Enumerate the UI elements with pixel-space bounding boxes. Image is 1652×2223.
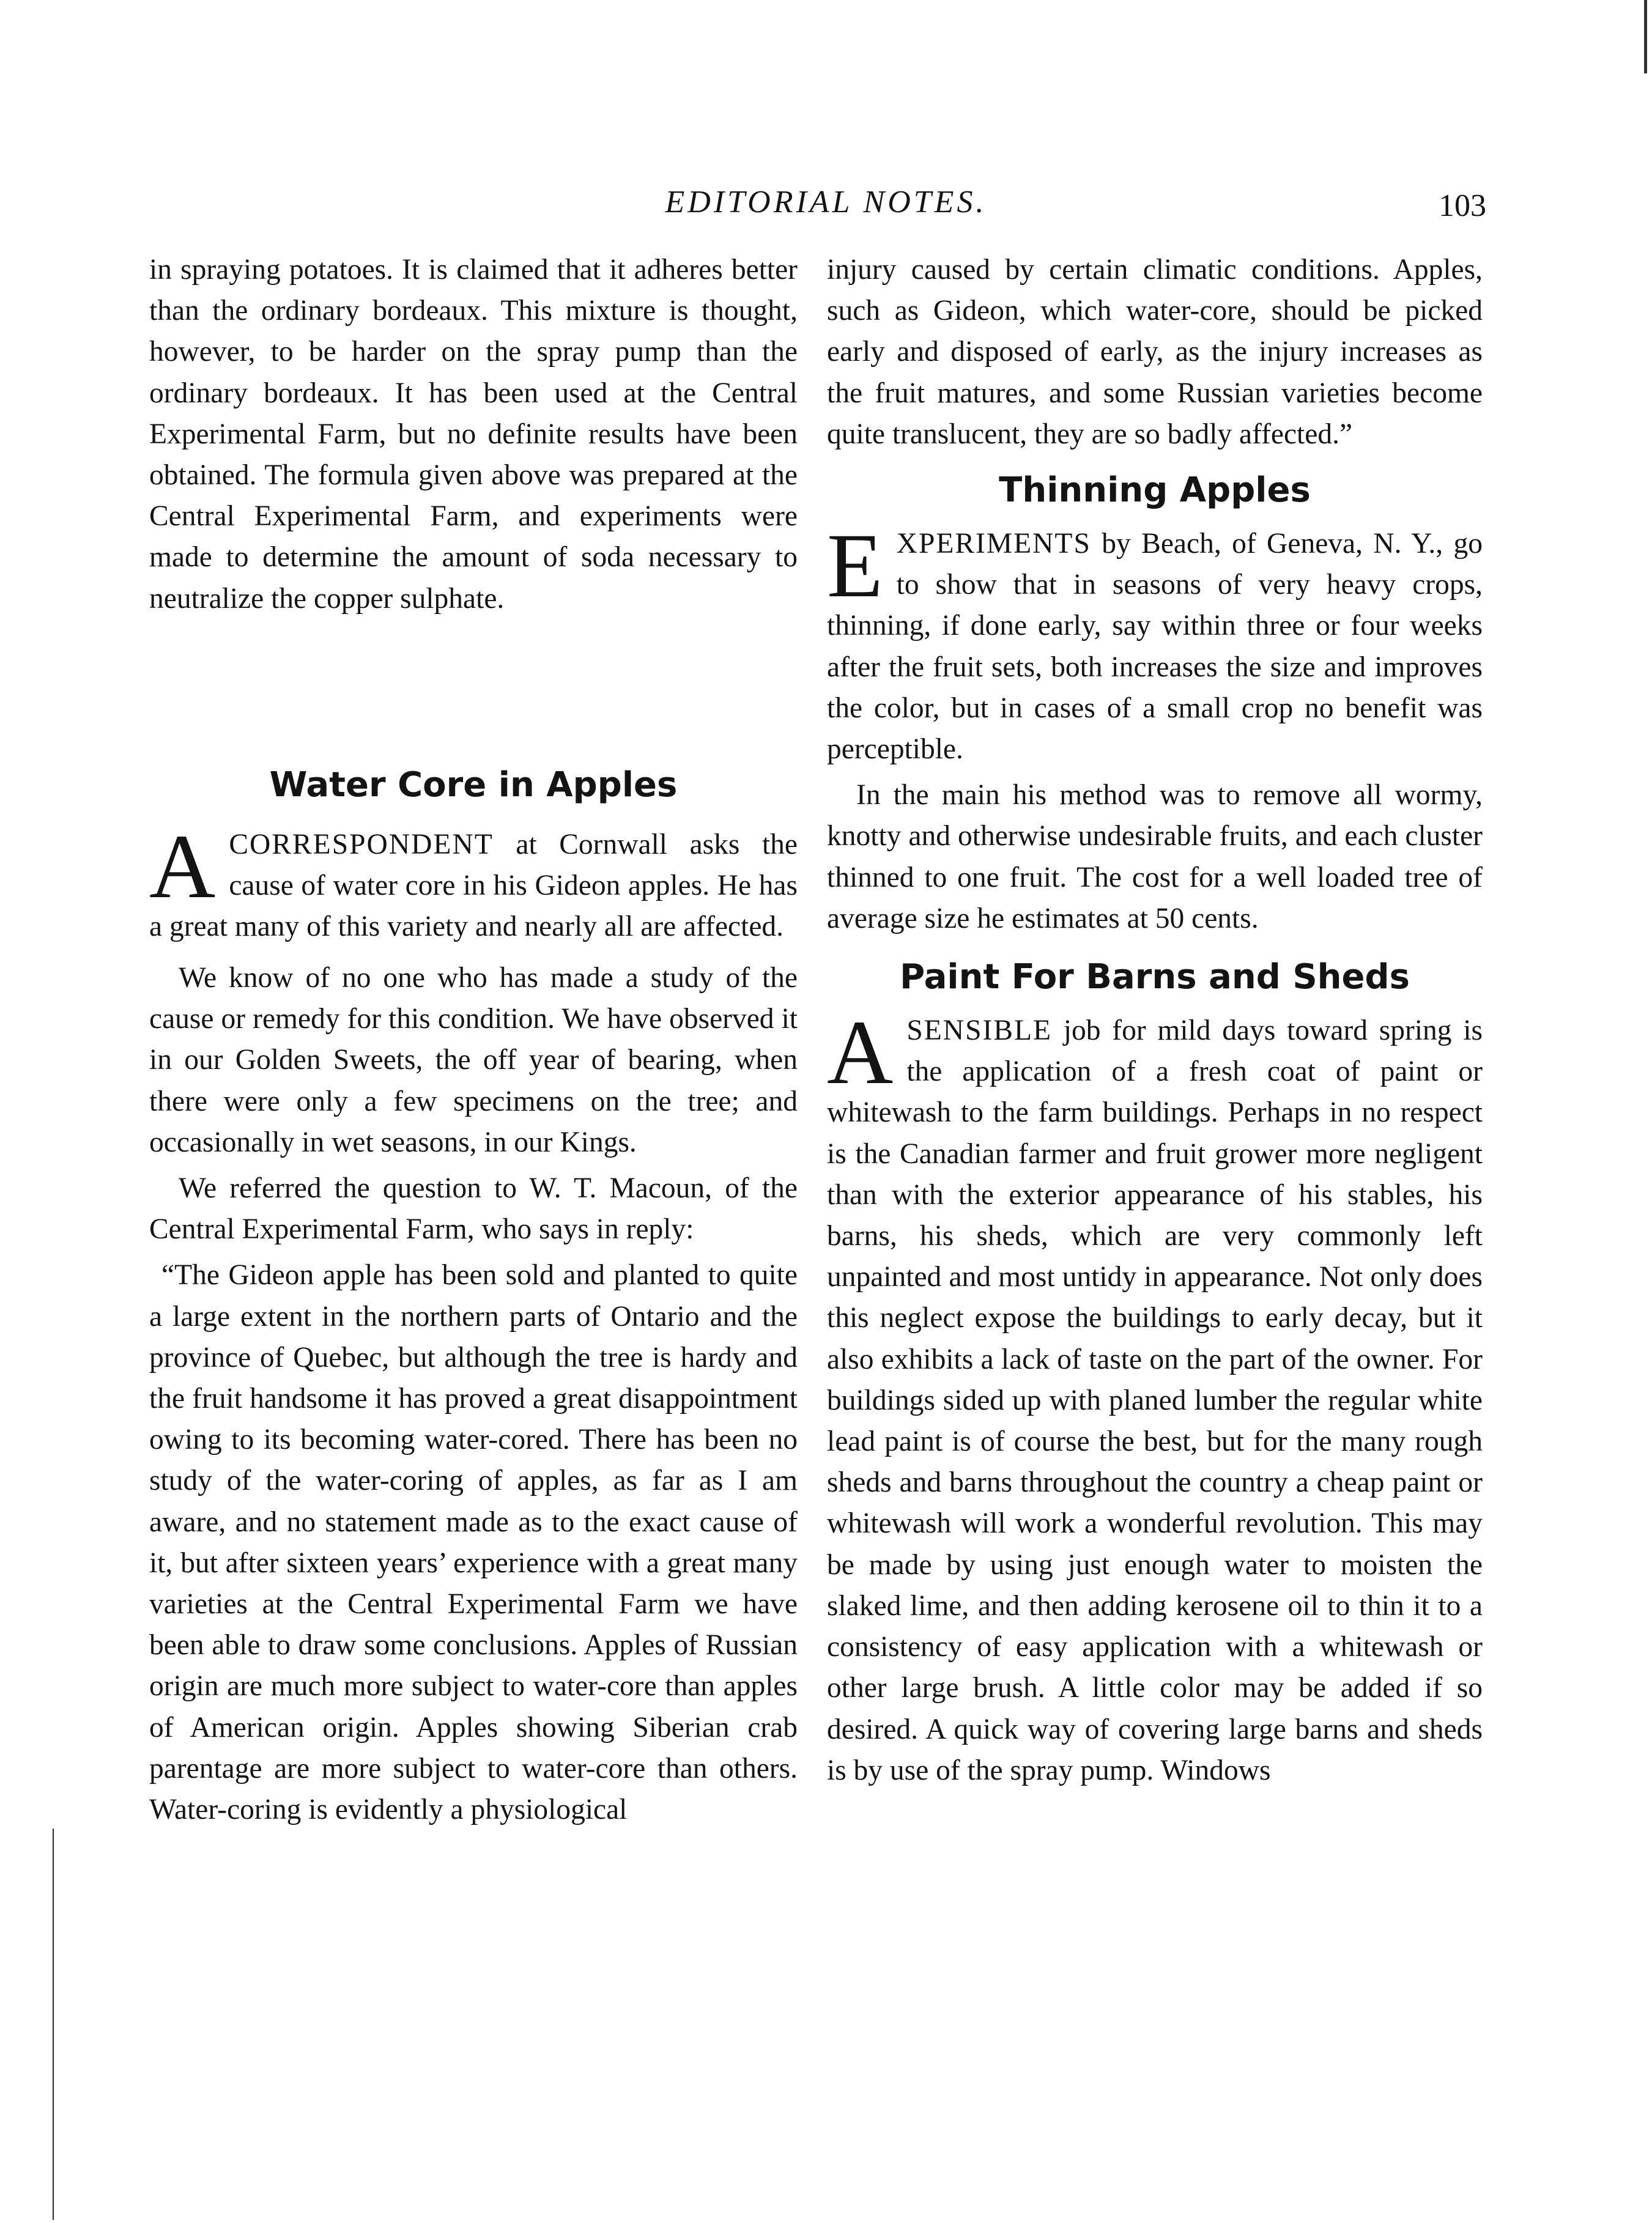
page-edge-mark — [1644, 0, 1647, 73]
drop-cap: A — [149, 816, 216, 917]
intro-paragraph: in spraying potatoes. It is claimed that it adheres better than the ordinary bordeaux. This mixture is thought, however, to be harder on the spray pump than the ordinary bordeaux. It has been used at the Central Experimental Farm, but no definite results have been obtained. The formula given above was prepared at the Central Experimental Farm, and experiments were made to determine the amount of soda necessary to neutralize the copper sulphate. — [149, 254, 798, 615]
drop-cap: E — [827, 515, 883, 617]
paragraph-text: at Cornwall asks the cause of water core in his Gideon apples. He has a great many of this variety and nearly all are affected. — [149, 829, 798, 943]
section-heading-water-core: Water Core in Apples — [269, 765, 678, 805]
left-column — [149, 250, 798, 1830]
paragraph-text: by Beach, of Geneva, N. Y., go to show that in seasons of very heavy crops, thinning, if done early, say within three or four weeks after the fruit sets, both increases the size and improves the color, but in cases of a small crop no benefit was perceptible. — [827, 528, 1483, 766]
lead-word: SENSIBLE — [906, 1015, 1053, 1047]
section-heading-paint: Paint For Barns and Sheds — [900, 957, 1410, 997]
thinning-first-paragraph — [827, 515, 1483, 770]
continuation-paragraph: injury caused by certain climatic conditions. Apples, such as Gideon, which water-core, should be picked early and disposed of early, as the injury increases as the fruit matures, and some Russian varieties become quite translucent, they are so badly affected.” — [827, 254, 1483, 450]
drop-cap: A — [827, 1002, 894, 1104]
page-number: 103 — [1439, 188, 1486, 223]
lead-word: CORRESPONDENT — [229, 829, 494, 860]
thinning-paragraph-2: In the main his method was to remove all wormy, knotty and otherwise undesirable fruits, and each cluster thinned to one fruit. The cost for a well loaded tree of average size he estimates at 50 cents. — [827, 779, 1483, 934]
section-heading-thinning: Thinning Apples — [999, 470, 1311, 511]
water-core-paragraph-3: We referred the question to W. T. Macoun, of the Central Experimental Farm, who says in reply: — [149, 1172, 798, 1246]
macoun-quote: “The Gideon apple has been sold and planted to quite a large extent in the northern parts of Ontario and the province of Quebec, but although the tree is hardy and the fruit handsome it has proved a great disappointment owing to its becoming water-cored. There has been no study of the water-coring of apples, as far as I am aware, and no statement made as to the exact cause of it, but after sixteen years’ experience with a great many varieties at the Central Experimental Farm we have been able to draw some conclusions. Apples of Russian origin are much more subject to water-core than apples of American origin. Apples showing Siberian crab parentage are more subject to water-core than others. Water-coring is evidently a physiological — [149, 1259, 798, 1826]
paragraph-text: job for mild days toward spring is the application of a fresh coat of paint or whitewash to the farm buildings. Perhaps in no respect is the Canadian farmer and fruit grower more negligent than with the exterior appearance of his stables, his barns, his sheds, which are very commonly left unpainted and most untidy in appearance. Not only does this neglect expose the buildings to early decay, but it also exhibits a lack of taste on the part of the owner. For buildings sided up with planed lumber the regular white lead paint is of course the best, but for the many rough sheds and barns throughout the country a cheap paint or whitewash will work a wonderful revolution. This may be made by using just enough water to moisten the slaked lime, and then adding kerosene oil to thin it to a consistency of easy application with a whitewash or other large brush. A little color may be added if so desired. A quick way of covering large barns and sheds is by use of the spray pump. Windows — [827, 1015, 1483, 1786]
paint-first-paragraph — [827, 1002, 1483, 1791]
right-column — [827, 250, 1483, 1791]
lead-word: XPERIMENTS — [896, 528, 1091, 560]
water-core-first-paragraph — [149, 816, 798, 953]
binding-edge-line — [53, 1829, 54, 2220]
running-header: EDITORIAL NOTES. — [665, 185, 987, 220]
water-core-paragraph-2: We know of no one who has made a study of the cause or remedy for this condition. We have observed it in our Golden Sweets, the off year of bearing, when there were only a few specimens on the tree; and occasionally in wet seasons, in our Kings. — [149, 962, 798, 1158]
